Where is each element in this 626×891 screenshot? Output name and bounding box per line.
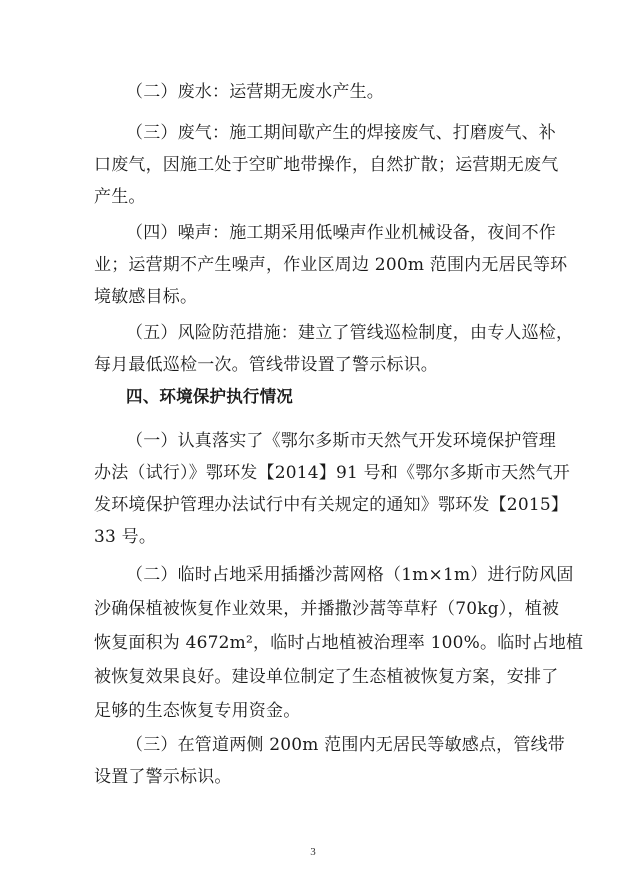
para-risk-line1: （五）风险防范措施：建立了管线巡检制度，由专人巡检， <box>126 323 574 343</box>
para-wastewater: （二）废水：运营期无废水产生。 <box>126 82 384 102</box>
para-sensitive-line1: （三）在管道两侧 200m 范围内无居民等敏感点，管线带 <box>126 735 565 755</box>
para-sensitive-line2: 设置了警示标识。 <box>94 767 232 787</box>
para-restore-line2: 沙确保植被恢复作业效果，并播撒沙蒿等草籽（70kg），植被 <box>94 599 560 619</box>
para-restore-line4: 被恢复效果良好。建设单位制定了生态植被恢复方案，安排了 <box>94 667 559 687</box>
para-noise-line1: （四）噪声：施工期采用低噪声作业机械设备，夜间不作 <box>126 223 556 243</box>
para-implement-line4: 33 号。 <box>94 527 157 547</box>
page-number: 3 <box>310 846 316 858</box>
para-exhaust-line2: 口废气，因施工处于空旷地带操作，自然扩散；运营期无废气 <box>94 155 559 175</box>
para-noise-line3: 境敏感目标。 <box>94 287 198 307</box>
para-noise-line2: 业；运营期不产生噪声，作业区周边 200m 范围内无居民等环 <box>94 255 568 275</box>
para-implement-line3: 发环境保护管理办法试行中有关规定的通知》鄂环发【2015】 <box>94 495 569 515</box>
para-restore-line3: 恢复面积为 4672m²，临时占地植被治理率 100%。临时占地植 <box>94 633 584 653</box>
para-implement-line2: 办法（试行）》鄂环发【2014】91 号和《鄂尔多斯市天然气开 <box>94 463 570 483</box>
para-implement-line1: （一）认真落实了《鄂尔多斯市天然气开发环境保护管理 <box>126 431 556 451</box>
para-exhaust-line1: （三）废气：施工期间歇产生的焊接废气、打磨废气、补 <box>126 123 556 143</box>
section-heading: 四、环境保护执行情况 <box>126 387 293 406</box>
para-risk-line2: 每月最低巡检一次。管线带设置了警示标识。 <box>94 355 438 375</box>
para-restore-line5: 足够的生态恢复专用资金。 <box>94 701 301 721</box>
para-exhaust-line3: 产生。 <box>94 187 146 207</box>
para-restore-line1: （二）临时占地采用插播沙蒿网格（1m×1m）进行防风固 <box>126 565 574 585</box>
